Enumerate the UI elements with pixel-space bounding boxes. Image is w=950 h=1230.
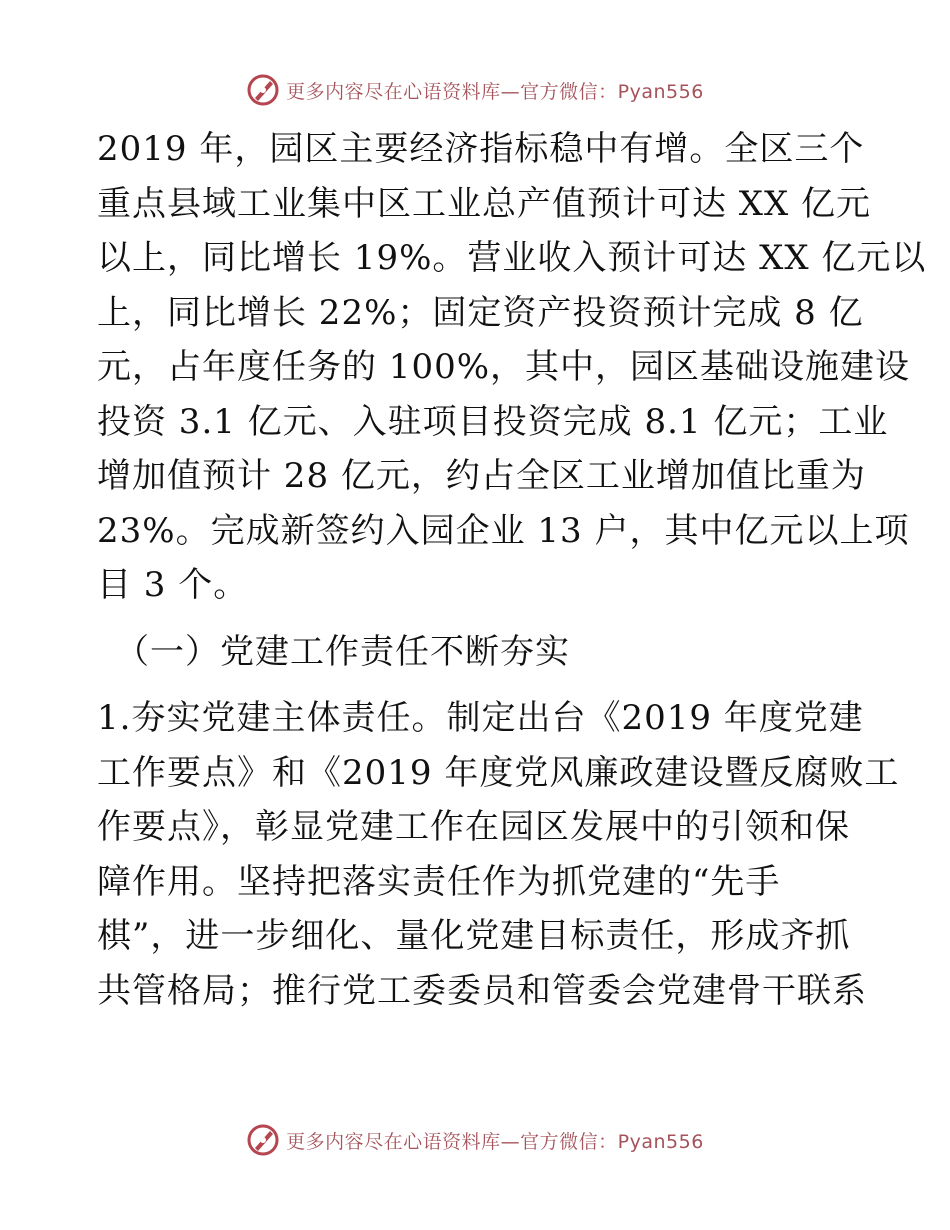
text-line: 1.夯实党建主体责任。制定出台《2019 年度党建	[97, 698, 864, 738]
text-line: 23%。完成新签约入园企业 13 户，其中亿元以上项	[97, 510, 910, 551]
text-line: 投资 3.1 亿元、入驻项目投资完成 8.1 亿元；工业	[97, 401, 889, 442]
text-line: 目 3 个。	[97, 565, 249, 605]
text-line: 元，占年度任务的 100%，其中，园区基础设施建设	[97, 347, 911, 387]
text-line: 重点县域工业集中区工业总产值预计可达 XX 亿元	[97, 183, 872, 224]
pen-logo-icon	[246, 73, 280, 107]
text-line: 2019 年，园区主要经济指标稳中有增。全区三个	[97, 129, 865, 169]
watermark-text: 更多内容尽在心语资料库—官方微信：Pyan556	[286, 80, 704, 103]
text-line: 棋”，进一步细化、量化党建目标责任，形成齐抓	[97, 916, 851, 956]
watermark-text: 更多内容尽在心语资料库—官方微信：Pyan556	[286, 1130, 704, 1153]
text-line: 增加值预计 28 亿元，约占全区工业增加值比重为	[97, 456, 866, 496]
text-line: 以上，同比增长 19%。营业收入预计可达 XX 亿元以	[97, 238, 927, 278]
document-body	[97, 122, 927, 1018]
pen-logo-icon	[246, 1123, 280, 1157]
text-line: 共管格局；推行党工委委员和管委会党建骨干联系	[97, 970, 867, 1011]
section-heading	[97, 625, 857, 680]
paragraph-economy	[97, 122, 927, 613]
text-line: 作要点》，彰显党建工作在园区发展中的引领和保	[97, 807, 850, 847]
heading-text: （一）党建工作责任不断夯实	[115, 631, 570, 672]
paragraph-party-building	[97, 691, 900, 1018]
footer-watermark	[0, 1120, 950, 1160]
text-line: 障作用。坚持把落实责任作为抓党建的“先手	[97, 861, 781, 902]
header-watermark	[0, 70, 950, 110]
text-line: 上，同比增长 22%；固定资产投资预计完成 8 亿	[97, 292, 864, 333]
text-line: 工作要点》和《2019 年度党风廉政建设暨反腐败工	[97, 752, 900, 793]
